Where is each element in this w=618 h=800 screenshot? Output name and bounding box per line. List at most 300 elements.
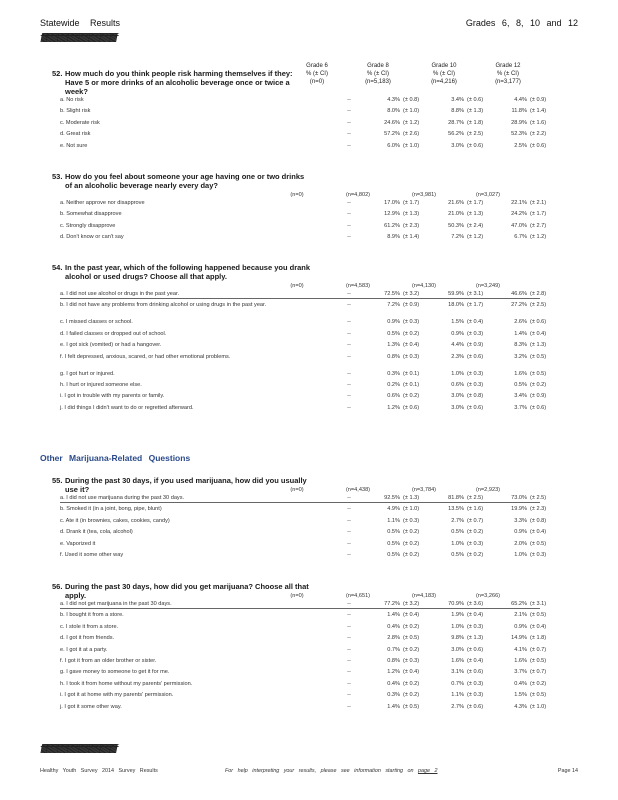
grade8-value: 0.5% [387, 529, 400, 536]
grade12-ci: (± 2.7) [530, 222, 547, 229]
grade10-value: 3.0% [451, 404, 464, 411]
sample-size: (n=4,183) [411, 593, 437, 599]
footer-help [225, 768, 438, 774]
footer-page-link[interactable]: page 2 [418, 768, 438, 774]
sample-size: (n=2,923) [475, 487, 501, 493]
grade12-ci: (± 0.5) [530, 370, 547, 377]
grade10-value: 56.2% [448, 131, 464, 138]
response-row [52, 200, 572, 211]
response-label: i. I got in trouble with my parents or family. [60, 393, 165, 400]
grade12-ci: (± 2.5) [530, 302, 547, 309]
group-title: Other Marijuana-Related Questions [40, 453, 191, 463]
grade10-value: 1.6% [451, 658, 464, 664]
question-number: 54. [52, 263, 63, 272]
grade6-value: -- [347, 669, 351, 676]
grade12-value: 11.8% [511, 108, 527, 115]
grade8-value: 0.6% [387, 393, 400, 400]
grade12-value: 0.9% [514, 623, 527, 630]
column-n: (n=3,177) [495, 79, 521, 85]
response-row [52, 382, 572, 393]
grade8-ci: (± 0.8) [403, 97, 420, 103]
question-text: In the past year, which of the following happened because you drank alcohol or used drugs? Choose all that apply. [65, 263, 311, 281]
grade8-ci: (± 1.0) [403, 142, 420, 149]
response-label: f. I felt depressed, anxious, scared, or had other emotional problems. [60, 353, 231, 360]
grade12-value: 4.3% [514, 703, 527, 710]
grade6-value: -- [347, 506, 351, 513]
grade12-ci: (± 2.3) [530, 506, 547, 513]
grade12-ci: (± 0.5) [530, 540, 547, 547]
grade8-ci: (± 0.2) [403, 330, 420, 337]
decorative-rule-top: ffffffffffffffffffffffffffffffffffffffffffffffffffffffffffffffffffff [40, 33, 116, 43]
response-row [52, 291, 572, 302]
sample-size: (n=0) [290, 283, 304, 289]
response-label: c. I missed classes or school. [60, 319, 133, 326]
grade10-ci: (± 1.2) [467, 234, 484, 241]
grade12-ci: (± 2.5) [530, 495, 547, 501]
response-label: d. I got it from friends. [60, 635, 115, 642]
grade10-value: 4.4% [451, 342, 464, 349]
grade8-ci: (± 0.4) [403, 342, 420, 349]
grade8-value: 0.8% [387, 353, 400, 360]
grade10-value: 21.0% [448, 211, 464, 218]
column-n: (n=5,183) [365, 79, 391, 85]
grade12-value: 2.0% [514, 540, 527, 547]
grade10-value: 8.8% [451, 108, 464, 115]
grade12-value: 24.2% [511, 211, 527, 218]
grade8-value: 7.2% [387, 302, 400, 309]
grade8-ci: (± 0.2) [403, 393, 420, 400]
grade12-value: 46.6% [511, 291, 527, 297]
grade6-value: -- [347, 353, 351, 360]
grade10-ci: (± 1.3) [467, 108, 484, 115]
response-label: b. Smoked it (in a joint, bong, pipe, blunt) [60, 506, 162, 513]
grade12-ci: (± 0.7) [530, 646, 547, 653]
grade8-ci: (± 3.2) [403, 291, 420, 297]
grade8-value: 4.3% [387, 97, 400, 103]
question-text: How much do you think people risk harming themselves if they: Have 5 or more drinks of an alcoholic beverage once or twice a week? [65, 69, 293, 96]
grade8-ci: (± 1.3) [403, 495, 420, 501]
grade12-ci: (± 1.4) [530, 108, 547, 115]
grade8-ci: (± 0.2) [403, 692, 420, 699]
grade10-value: 1.0% [451, 540, 464, 547]
grade6-value: -- [347, 517, 351, 524]
grade12-value: 3.2% [514, 353, 527, 360]
grade10-value: 21.6% [448, 200, 464, 206]
grade10-ci: (± 0.6) [467, 669, 484, 676]
grade8-ci: (± 0.4) [403, 669, 420, 676]
grade8-ci: (± 0.2) [403, 529, 420, 536]
grade10-value: 2.3% [451, 353, 464, 360]
grade8-ci: (± 1.2) [403, 119, 420, 126]
grade12-ci: (± 0.4) [530, 623, 547, 630]
column-header [348, 62, 408, 86]
column-ci-label: % (± CI) [433, 71, 455, 77]
grade8-value: 17.0% [384, 200, 400, 206]
grade6-value: -- [347, 612, 351, 619]
response-row [52, 393, 572, 404]
grade10-ci: (± 0.6) [467, 142, 484, 149]
response-label: c. Ate it (in brownies, cakes, cookies, candy) [60, 517, 170, 524]
grade12-ci: (± 0.9) [530, 393, 547, 400]
response-row [52, 612, 572, 623]
grade10-ci: (± 0.4) [467, 612, 484, 619]
response-label: h. I hurt or injured someone else. [60, 382, 142, 388]
grade6-value: -- [347, 234, 351, 241]
grade8-ci: (± 1.0) [403, 506, 420, 513]
grade10-value: 1.0% [451, 370, 464, 377]
grade10-value: 3.4% [451, 97, 464, 103]
response-label: b. Somewhat disapprove [60, 211, 122, 218]
response-label: b. I bought it from a store. [60, 612, 124, 619]
column-header [478, 62, 538, 86]
grade8-value: 1.4% [387, 703, 400, 710]
grade10-value: 3.1% [451, 669, 464, 676]
response-label: c. I stole it from a store. [60, 623, 119, 630]
grade12-ci: (± 0.5) [530, 612, 547, 619]
response-label: f. I got it from an older brother or sister. [60, 658, 157, 664]
column-grade: Grade 10 [431, 63, 457, 69]
response-label: c. Moderate risk [60, 119, 100, 126]
grade12-value: 2.5% [514, 142, 527, 149]
response-row [52, 371, 572, 382]
sample-size: (n=4,130) [411, 283, 437, 289]
grade12-value: 19.9% [511, 506, 527, 513]
response-row [52, 669, 572, 680]
sample-size: (n=3,249) [475, 283, 501, 289]
grade8-value: 24.6% [384, 119, 400, 126]
grade8-ci: (± 0.2) [403, 646, 420, 653]
grade10-ci: (± 0.3) [467, 370, 484, 377]
grade12-value: 73.0% [511, 495, 527, 501]
grade12-value: 52.3% [511, 131, 527, 138]
grade8-value: 0.9% [387, 319, 400, 326]
grade12-ci: (± 0.9) [530, 97, 547, 103]
grade10-ci: (± 0.2) [467, 529, 484, 536]
grade10-ci: (± 0.8) [467, 393, 484, 400]
grade10-ci: (± 1.8) [467, 119, 484, 126]
response-label: g. I gave money to someone to get it for me. [60, 669, 170, 676]
grade10-value: 2.7% [451, 703, 464, 710]
response-row [52, 704, 572, 715]
response-label: e. I got sick (vomited) or had a hangover. [60, 342, 162, 349]
grade12-value: 4.1% [514, 646, 527, 653]
sample-size: (n=3,027) [475, 192, 501, 198]
grade8-value: 1.3% [387, 342, 400, 349]
grade8-ci: (± 0.6) [403, 404, 420, 411]
response-label: g. I got hurt or injured. [60, 370, 115, 377]
question [52, 69, 312, 96]
response-label: a. I did not use marijuana during the past 30 days. [60, 495, 185, 501]
grade10-ci: (± 1.3) [467, 635, 484, 642]
grade12-ci: (± 0.5) [530, 353, 547, 360]
column-ci-label: % (± CI) [367, 71, 389, 77]
grade10-value: 0.7% [451, 680, 464, 687]
grade6-value: -- [347, 495, 351, 501]
response-label: j. I did things I didn't want to do or regretted afterward. [60, 404, 194, 411]
grade10-ci: (± 0.3) [467, 692, 484, 699]
row-underline [60, 298, 540, 299]
grade8-value: 8.0% [387, 108, 400, 115]
column-grade: Grade 8 [367, 63, 389, 69]
response-row [52, 681, 572, 692]
grade6-value: -- [347, 703, 351, 710]
grade12-ci: (± 1.6) [530, 119, 547, 126]
sample-size: (n=0) [290, 487, 304, 493]
grade10-value: 9.8% [451, 635, 464, 642]
response-row [52, 342, 572, 353]
response-label: i. I got it at home with my parents' permission. [60, 692, 174, 699]
grade10-value: 1.1% [451, 692, 464, 699]
column-grade: Grade 6 [306, 63, 328, 69]
decorative-rule-bottom: ffffffffffffffffffffffffffffffffffffffffffffffffffffffffffffffffffff [40, 744, 116, 754]
response-row [52, 692, 572, 703]
header-left: Statewide Results [40, 18, 121, 28]
grade8-value: 72.5% [384, 291, 400, 297]
grade6-value: -- [347, 370, 351, 377]
question-number: 55. [52, 476, 63, 485]
grade10-value: 18.0% [448, 302, 464, 309]
grade8-ci: (± 0.1) [403, 370, 420, 377]
grade12-value: 27.2% [511, 302, 527, 309]
grade12-value: 3.3% [514, 517, 527, 524]
grade8-value: 0.4% [387, 680, 400, 687]
grade12-value: 8.3% [514, 342, 527, 349]
response-label: h. I took it from home without my parents' permission. [60, 680, 193, 687]
grade12-ci: (± 0.6) [530, 404, 547, 411]
grade10-ci: (± 0.6) [467, 97, 484, 103]
grade8-ci: (± 0.5) [403, 703, 420, 710]
response-row [52, 552, 572, 563]
grade10-value: 1.0% [451, 623, 464, 630]
response-row [52, 635, 572, 646]
grade12-ci: (± 0.6) [530, 319, 547, 326]
sample-size: (n=3,981) [411, 192, 437, 198]
grade10-ci: (± 0.3) [467, 382, 484, 388]
grade10-value: 0.5% [451, 529, 464, 536]
grade8-value: 0.3% [387, 692, 400, 699]
grade12-ci: (± 1.0) [530, 703, 547, 710]
grade10-ci: (± 0.4) [467, 658, 484, 664]
grade6-value: -- [347, 692, 351, 699]
grade10-ci: (± 3.1) [467, 291, 484, 297]
sample-size: (n=0) [290, 192, 304, 198]
grade8-value: 0.3% [387, 370, 400, 377]
sample-size: (n=4,438) [345, 487, 371, 493]
grade8-ci: (± 1.0) [403, 108, 420, 115]
grade10-value: 0.5% [451, 552, 464, 558]
grade6-value: -- [347, 342, 351, 349]
grade12-value: 28.9% [511, 119, 527, 126]
grade12-ci: (± 1.2) [530, 234, 547, 241]
footer-page-number: Page 14 [557, 768, 578, 774]
column-grade: Grade 12 [495, 63, 521, 69]
response-label: e. Not sure [60, 142, 88, 149]
grade6-value: -- [347, 97, 351, 103]
grade10-value: 81.8% [448, 495, 464, 501]
grade8-value: 8.9% [387, 234, 400, 241]
grade6-value: -- [347, 393, 351, 400]
response-label: b. I did not have any problems from drinking alcohol or using drugs in the past year. [60, 302, 267, 309]
response-row [52, 331, 572, 342]
grade6-value: -- [347, 635, 351, 642]
question [52, 263, 312, 281]
grade8-ci: (± 0.4) [403, 612, 420, 619]
question-number: 52. [52, 69, 63, 78]
grade10-ci: (± 0.4) [467, 319, 484, 326]
grade6-value: -- [347, 404, 351, 411]
grade8-ci: (± 1.7) [403, 200, 420, 206]
grade10-value: 3.0% [451, 393, 464, 400]
grade8-value: 1.2% [387, 404, 400, 411]
grade10-value: 0.6% [451, 382, 464, 388]
question-text: During the past 30 days, if you used marijuana, how did you usually use it? [65, 476, 307, 494]
grade12-value: 2.6% [514, 319, 527, 326]
grade12-value: 1.6% [514, 658, 527, 664]
grade10-ci: (± 2.4) [467, 222, 484, 229]
grade12-value: 0.9% [514, 529, 527, 536]
response-label: a. Neither approve nor disapprove [60, 200, 145, 206]
grade10-ci: (± 1.6) [467, 506, 484, 513]
column-ci-label: % (± CI) [497, 71, 519, 77]
grade12-value: 3.7% [514, 404, 527, 411]
grade10-ci: (± 0.6) [467, 703, 484, 710]
response-row [52, 223, 572, 234]
grade12-ci: (± 1.3) [530, 342, 547, 349]
response-label: a. I did not use alcohol or drugs in the past year. [60, 291, 180, 297]
response-row [52, 529, 572, 540]
grade12-value: 65.2% [511, 601, 527, 607]
response-row [52, 131, 572, 142]
grade6-value: -- [347, 131, 351, 138]
grade6-value: -- [347, 623, 351, 630]
question [52, 172, 312, 190]
sample-size: (n=3,784) [411, 487, 437, 493]
grade8-value: 12.9% [384, 211, 400, 218]
grade8-ci: (± 0.2) [403, 552, 420, 558]
grade8-value: 1.4% [387, 612, 400, 619]
response-row [52, 624, 572, 635]
question-text: How do you feel about someone your age having one or two drinks of an alcoholic beverage nearly every day? [65, 172, 305, 190]
grade10-ci: (± 0.6) [467, 353, 484, 360]
response-label: c. Strongly disapprove [60, 222, 116, 229]
grade10-ci: (± 1.7) [467, 200, 484, 206]
response-label: b. Slight risk [60, 108, 91, 115]
response-row [52, 354, 572, 365]
grade10-ci: (± 0.3) [467, 330, 484, 337]
grade8-value: 1.1% [387, 517, 400, 524]
footer-left: Healthy Youth Survey 2014 Survey Results [40, 768, 158, 774]
response-label: d. Drank it (tea, cola, alcohol) [60, 529, 133, 536]
grade10-ci: (± 1.3) [467, 211, 484, 218]
grade10-value: 3.0% [451, 646, 464, 653]
grade8-ci: (± 0.2) [403, 623, 420, 630]
grade12-ci: (± 0.3) [530, 552, 547, 558]
grade8-value: 0.2% [387, 382, 400, 388]
grade12-value: 14.9% [511, 635, 527, 642]
grade12-ci: (± 3.1) [530, 601, 547, 607]
grade6-value: -- [347, 646, 351, 653]
response-label: j. I got it some other way. [60, 703, 122, 710]
grade12-ci: (± 0.4) [530, 529, 547, 536]
grade8-value: 0.5% [387, 330, 400, 337]
grade12-ci: (± 0.8) [530, 517, 547, 524]
grade10-value: 1.9% [451, 612, 464, 619]
column-n: (n=4,216) [431, 79, 457, 85]
grade10-ci: (± 0.3) [467, 540, 484, 547]
header-right: Grades 6, 8, 10 and 12 [465, 18, 578, 28]
grade12-ci: (± 0.5) [530, 658, 547, 664]
grade10-ci: (± 2.5) [467, 495, 484, 501]
response-row [52, 319, 572, 330]
grade12-ci: (± 0.2) [530, 382, 547, 388]
grade8-value: 0.5% [387, 552, 400, 558]
grade10-ci: (± 1.7) [467, 302, 484, 309]
question-number: 56. [52, 582, 63, 591]
grade8-value: 92.5% [384, 495, 400, 501]
question-number: 53. [52, 172, 63, 181]
response-row [52, 518, 572, 529]
grade12-value: 2.1% [514, 612, 527, 619]
grade12-value: 22.1% [511, 200, 527, 206]
response-label: d. Don't know or can't say [60, 234, 124, 241]
grade12-ci: (± 1.8) [530, 635, 547, 642]
row-underline [60, 608, 540, 609]
sample-size: (n=4,651) [345, 593, 371, 599]
grade12-value: 0.4% [514, 680, 527, 687]
grade12-value: 1.6% [514, 370, 527, 377]
column-ci-label: % (± CI) [306, 71, 328, 77]
response-row [52, 234, 572, 245]
grade10-ci: (± 0.7) [467, 517, 484, 524]
grade8-value: 6.0% [387, 142, 400, 149]
response-row [52, 506, 572, 517]
grade10-ci: (± 0.9) [467, 342, 484, 349]
grade10-value: 3.0% [451, 142, 464, 149]
grade12-ci: (± 0.5) [530, 692, 547, 699]
grade10-ci: (± 0.6) [467, 646, 484, 653]
response-row [52, 108, 572, 119]
sample-size: (n=0) [290, 593, 304, 599]
grade8-value: 0.5% [387, 540, 400, 547]
grade10-value: 1.5% [451, 319, 464, 326]
grade10-ci: (± 0.3) [467, 623, 484, 630]
grade6-value: -- [347, 601, 351, 607]
grade12-ci: (± 0.4) [530, 330, 547, 337]
grade12-value: 6.7% [514, 234, 527, 241]
response-label: e. Vaporized it [60, 540, 96, 547]
grade8-value: 0.7% [387, 646, 400, 653]
grade10-ci: (± 2.5) [467, 131, 484, 138]
response-row [52, 120, 572, 131]
grade6-value: -- [347, 680, 351, 687]
grade6-value: -- [347, 211, 351, 218]
grade12-ci: (± 0.6) [530, 142, 547, 149]
grade6-value: -- [347, 222, 351, 229]
response-label: a. I did not get marijuana in the past 30 days. [60, 601, 172, 607]
grade6-value: -- [347, 119, 351, 126]
grade10-value: 50.3% [448, 222, 464, 229]
response-row [52, 143, 572, 154]
grade8-value: 77.2% [384, 601, 400, 607]
column-n: (n=0) [309, 79, 325, 85]
grade6-value: -- [347, 382, 351, 388]
grade10-ci: (± 0.6) [467, 404, 484, 411]
grade12-value: 0.5% [514, 382, 527, 388]
grade8-ci: (± 2.3) [403, 222, 420, 229]
grade8-ci: (± 1.4) [403, 234, 420, 241]
grade10-value: 13.5% [448, 506, 464, 513]
grade8-ci: (± 0.3) [403, 353, 420, 360]
